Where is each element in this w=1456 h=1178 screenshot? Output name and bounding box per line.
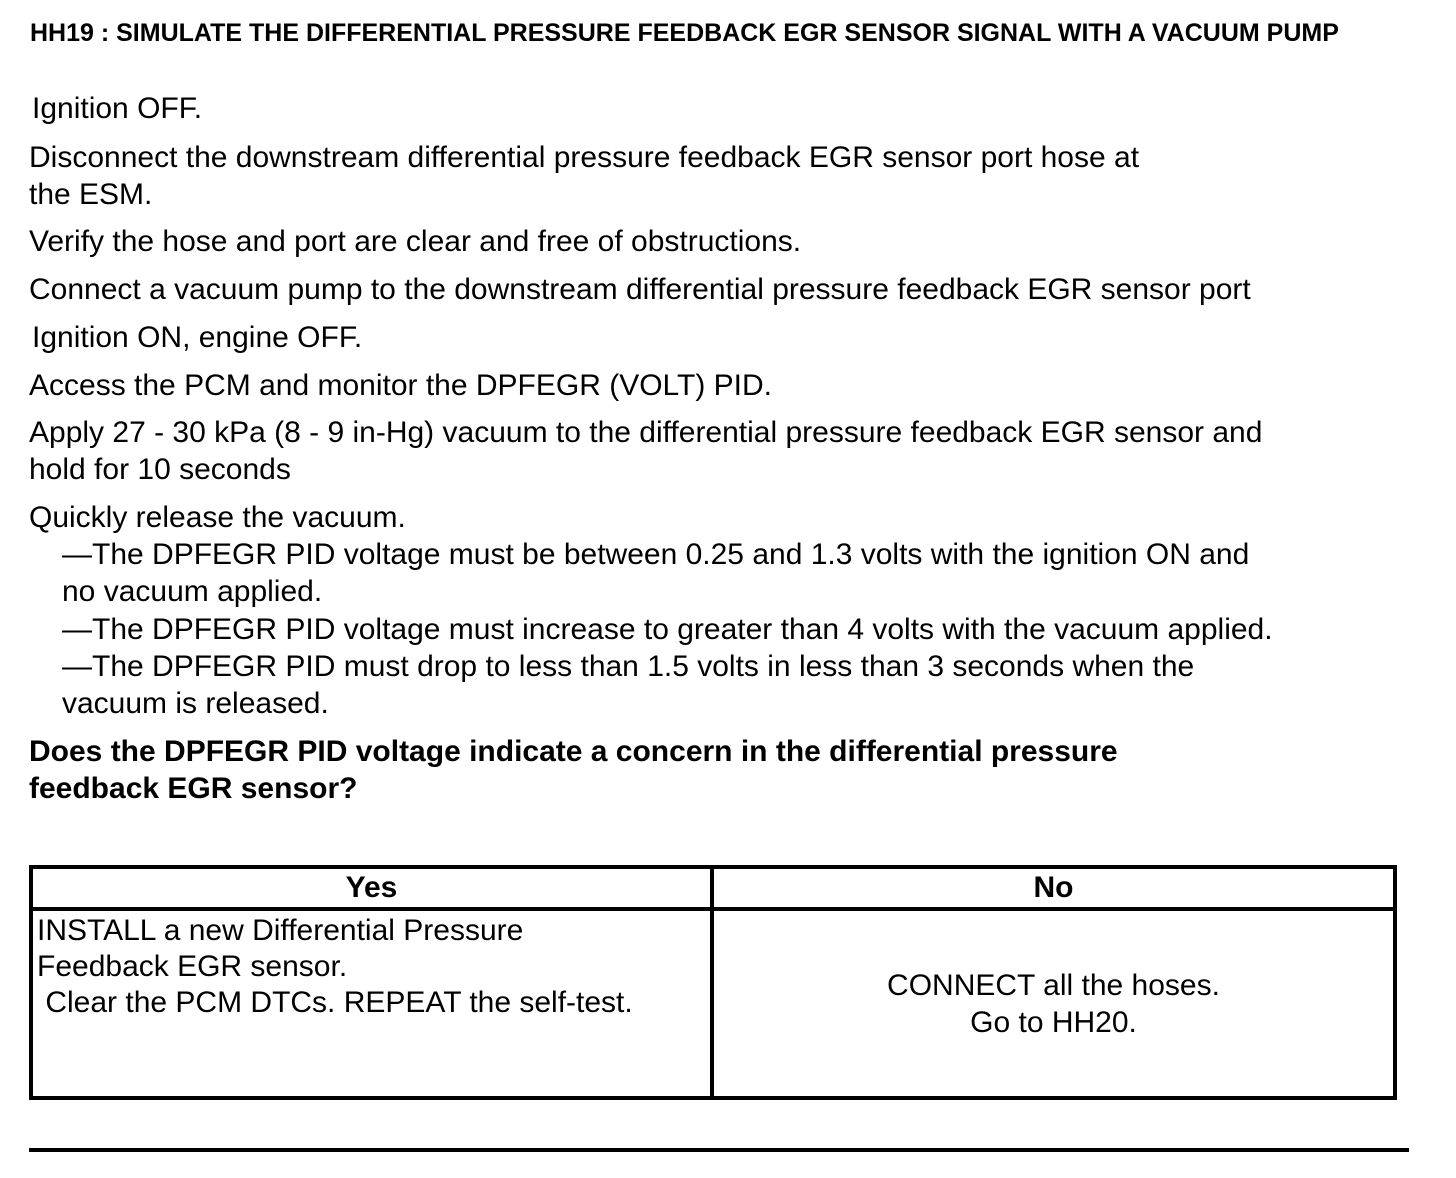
spec-line: no vacuum applied. [62,575,323,608]
step-line: Apply 27 - 30 kPa (8 - 9 in-Hg) vacuum to the differential pressure feedback EGR sensor and [29,416,1263,449]
step-connect-vacuum-pump [29,271,1251,308]
step-access-pcm [29,367,772,404]
question-line: feedback EGR sensor? [29,772,358,805]
yes-header: Yes [31,867,712,909]
spec-line: —The DPFEGR PID must drop to less than 1.5 volts in less than 3 seconds when the [62,650,1195,683]
no-action-line: Go to HH20. [970,1005,1137,1039]
question-line: Does the DPFEGR PID voltage indicate a concern in the differential pressure [29,735,1118,768]
step-line: Verify the hose and port are clear and free of obstructions. [29,225,802,258]
spec-line: —The DPFEGR PID voltage must increase to greater than 4 volts with the vacuum applied. [62,613,1273,646]
step-ignition-on [32,319,362,356]
spec-vacuum-voltage [62,611,1273,648]
yes-action-cell [31,909,712,1098]
decision-table-action-row [31,909,1395,1098]
no-action-cell [712,909,1395,1098]
step-line: Quickly release the vacuum. [29,501,406,534]
step-line: the ESM. [29,178,153,211]
step-line: Access the PCM and monitor the DPFEGR (VOLT) PID. [29,369,772,402]
yes-action-line: Feedback EGR sensor. [37,950,348,983]
step-line: Ignition OFF. [32,92,203,125]
spec-release-voltage [62,648,1194,722]
step-ignition-off [32,90,202,127]
diagnostic-question [29,733,1118,807]
decision-table-header-row [31,867,1395,909]
step-line: hold for 10 seconds [29,453,291,486]
step-line: Ignition ON, engine OFF. [32,321,363,354]
bottom-divider [29,1148,1409,1152]
decision-table [29,865,1397,1100]
spec-line: vacuum is released. [62,687,329,720]
step-disconnect-hose [29,139,1139,213]
spec-idle-voltage [62,536,1249,610]
no-header: No [712,867,1395,909]
step-release-vacuum [29,499,406,536]
yes-action-line: Clear the PCM DTCs. REPEAT the self-test. [37,986,633,1019]
no-action-line: CONNECT all the hoses. [887,968,1220,1002]
spec-line: —The DPFEGR PID voltage must be between 0.25 and 1.3 volts with the ignition ON and [62,538,1250,571]
yes-action-line: INSTALL a new Differential Pressure [37,914,524,947]
step-verify-hose [29,223,801,260]
step-line: Connect a vacuum pump to the downstream differential pressure feedback EGR sensor port [29,273,1251,306]
procedure-title: HH19 : SIMULATE THE DIFFERENTIAL PRESSURE FEEDBACK EGR SENSOR SIGNAL WITH A VACUUM PUMP [30,19,1339,47]
step-apply-vacuum [29,414,1262,488]
step-line: Disconnect the downstream differential pressure feedback EGR sensor port hose at [29,141,1140,174]
